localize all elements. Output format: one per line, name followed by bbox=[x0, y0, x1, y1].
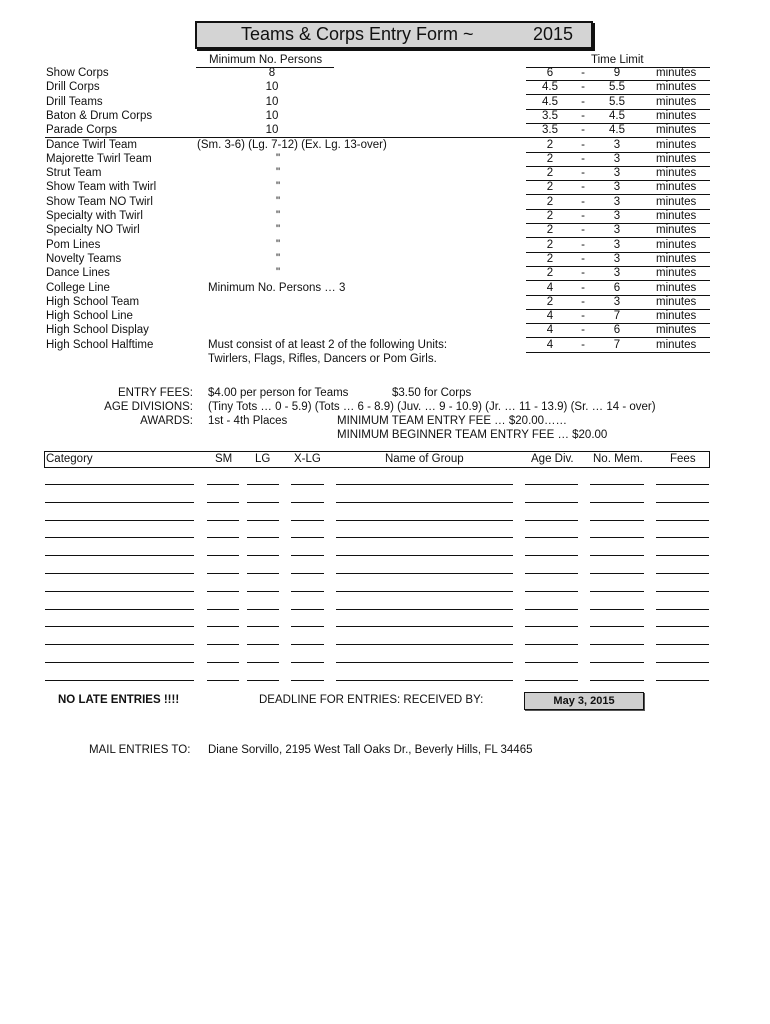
category-min-persons: " bbox=[275, 181, 281, 194]
category-name: Dance Twirl Team bbox=[46, 138, 137, 151]
halftime-units: Twirlers, Flags, Rifles, Dancers or Pom Girls. bbox=[208, 353, 437, 365]
blank-entry-line[interactable] bbox=[590, 555, 644, 556]
blank-entry-line[interactable] bbox=[291, 644, 324, 645]
blank-entry-line[interactable] bbox=[247, 609, 279, 610]
category-name: Drill Teams bbox=[46, 95, 103, 108]
col-sm: SM bbox=[215, 453, 233, 465]
category-name: High School Line bbox=[46, 310, 133, 323]
blank-entry-line[interactable] bbox=[590, 591, 644, 592]
time-limit-dash: - bbox=[581, 67, 585, 79]
col-fees: Fees bbox=[670, 453, 696, 465]
blank-entry-line[interactable] bbox=[291, 555, 324, 556]
age-divisions-label: AGE DIVISIONS: bbox=[104, 401, 193, 413]
time-limit-low: 4 bbox=[546, 281, 554, 294]
category-min-persons: " bbox=[275, 195, 281, 208]
awards-value: 1st - 4th Places bbox=[208, 415, 288, 427]
no-late-entries: NO LATE ENTRIES !!!! bbox=[58, 694, 180, 706]
time-limit-low: 2 bbox=[546, 267, 554, 280]
time-limit-unit: minutes bbox=[656, 124, 697, 137]
blank-entry-line[interactable] bbox=[336, 484, 513, 485]
time-limit-high: 6 bbox=[613, 324, 621, 337]
time-limit-high: 4.5 bbox=[609, 109, 625, 122]
time-limit-unit: minutes bbox=[656, 210, 697, 222]
time-limit-dash: - bbox=[581, 81, 585, 94]
category-min-persons: 10 bbox=[265, 81, 279, 94]
col-xlg: X-LG bbox=[294, 453, 321, 465]
category-min-persons: " bbox=[275, 224, 281, 237]
blank-entry-line[interactable] bbox=[656, 520, 709, 521]
category-name: Strut Team bbox=[46, 167, 102, 180]
time-limit-dash: - bbox=[581, 210, 585, 222]
time-limit-low: 2 bbox=[546, 295, 554, 308]
blank-entry-line[interactable] bbox=[207, 626, 239, 627]
category-min-persons: " bbox=[275, 167, 281, 180]
blank-entry-line[interactable] bbox=[656, 591, 709, 592]
blank-entry-line[interactable] bbox=[525, 626, 578, 627]
time-limit-low: 3.5 bbox=[542, 124, 558, 137]
entry-fees-teams: $4.00 per person for Teams bbox=[208, 387, 349, 399]
blank-entry-line[interactable] bbox=[45, 591, 194, 592]
time-limit-dash: - bbox=[581, 267, 585, 280]
time-limit-high: 3 bbox=[613, 295, 621, 308]
time-limit-unit: minutes bbox=[656, 109, 697, 122]
time-limit-high: 3 bbox=[613, 238, 621, 251]
blank-entry-line[interactable] bbox=[207, 680, 239, 681]
category-min-persons: " bbox=[275, 152, 281, 165]
blank-entry-line[interactable] bbox=[656, 555, 709, 556]
time-limit-unit: minutes bbox=[656, 195, 697, 208]
time-limit-unit: minutes bbox=[656, 295, 697, 308]
time-limit-unit: minutes bbox=[656, 138, 697, 151]
time-limit-low: 4 bbox=[546, 338, 554, 351]
blank-entry-line[interactable] bbox=[336, 644, 513, 645]
blank-entry-line[interactable] bbox=[45, 555, 194, 556]
category-min-persons: Must consist of at least 2 of the following Units: bbox=[208, 338, 448, 351]
time-limit-high: 3 bbox=[613, 210, 621, 222]
category-min-persons: " bbox=[275, 267, 281, 280]
category-name: Show Team NO Twirl bbox=[46, 195, 153, 208]
form-year: 2015 bbox=[533, 24, 574, 44]
category-min-persons: " bbox=[275, 252, 281, 265]
blank-entry-line[interactable] bbox=[291, 609, 324, 610]
time-limit-high: 7 bbox=[613, 310, 621, 323]
time-limit-low: 2 bbox=[546, 252, 554, 265]
time-limit-unit: minutes bbox=[656, 224, 697, 237]
blank-entry-line[interactable] bbox=[247, 484, 279, 485]
blank-entry-line[interactable] bbox=[590, 573, 644, 574]
time-limit-low: 6 bbox=[546, 67, 554, 79]
blank-entry-line[interactable] bbox=[207, 520, 239, 521]
category-name: Parade Corps bbox=[46, 124, 117, 137]
blank-entry-line[interactable] bbox=[336, 662, 513, 663]
blank-entry-line[interactable] bbox=[590, 520, 644, 521]
blank-entry-line[interactable] bbox=[590, 484, 644, 485]
time-limit-low: 4.5 bbox=[542, 81, 558, 94]
blank-entry-line[interactable] bbox=[45, 609, 194, 610]
mail-entries-label: MAIL ENTRIES TO: bbox=[89, 744, 191, 756]
blank-entry-line[interactable] bbox=[207, 609, 239, 610]
blank-entry-line[interactable] bbox=[656, 573, 709, 574]
blank-entry-line[interactable] bbox=[247, 555, 279, 556]
time-limit-low: 2 bbox=[546, 195, 554, 208]
blank-entry-line[interactable] bbox=[590, 644, 644, 645]
blank-entry-line[interactable] bbox=[207, 591, 239, 592]
entry-form-header bbox=[44, 451, 710, 468]
col-lg: LG bbox=[255, 453, 271, 465]
blank-entry-line[interactable] bbox=[45, 484, 194, 485]
category-name: High School Halftime bbox=[46, 338, 154, 351]
blank-entry-line[interactable] bbox=[247, 537, 279, 538]
category-min-persons: 10 bbox=[265, 109, 279, 122]
blank-entry-line[interactable] bbox=[247, 644, 279, 645]
time-limit-unit: minutes bbox=[656, 310, 697, 323]
time-limit-dash: - bbox=[581, 224, 585, 237]
time-limit-unit: minutes bbox=[656, 167, 697, 180]
blank-entry-line[interactable] bbox=[525, 609, 578, 610]
blank-entry-line[interactable] bbox=[590, 680, 644, 681]
time-limit-dash: - bbox=[581, 181, 585, 194]
time-limit-dash: - bbox=[581, 95, 585, 108]
time-limit-high: 5.5 bbox=[609, 95, 625, 108]
blank-entry-line[interactable] bbox=[590, 662, 644, 663]
time-limit-low: 2 bbox=[546, 224, 554, 237]
blank-entry-line[interactable] bbox=[656, 502, 709, 503]
blank-entry-line[interactable] bbox=[525, 502, 578, 503]
blank-entry-line[interactable] bbox=[590, 626, 644, 627]
time-limit-dash: - bbox=[581, 238, 585, 251]
blank-entry-line[interactable] bbox=[336, 573, 513, 574]
blank-entry-line[interactable] bbox=[525, 644, 578, 645]
time-limit-low: 2 bbox=[546, 138, 554, 151]
time-limit-dash: - bbox=[581, 167, 585, 180]
time-limit-high: 6 bbox=[613, 281, 621, 294]
time-limit-dash: - bbox=[581, 195, 585, 208]
category-min-persons: 8 bbox=[268, 67, 276, 79]
blank-entry-line[interactable] bbox=[247, 626, 279, 627]
title-box bbox=[195, 21, 593, 49]
blank-entry-line[interactable] bbox=[656, 609, 709, 610]
time-limit-unit: minutes bbox=[656, 267, 697, 280]
category-name: Dance Lines bbox=[46, 267, 110, 280]
blank-entry-line[interactable] bbox=[336, 537, 513, 538]
time-limit-high: 3 bbox=[613, 167, 621, 180]
time-limit-high: 9 bbox=[613, 67, 621, 79]
time-limit-low: 4 bbox=[546, 310, 554, 323]
category-name: Specialty NO Twirl bbox=[46, 224, 140, 237]
time-limit-unit: minutes bbox=[656, 81, 697, 94]
blank-entry-line[interactable] bbox=[45, 573, 194, 574]
blank-entry-line[interactable] bbox=[291, 573, 324, 574]
time-limit-dash: - bbox=[581, 152, 585, 165]
time-limit-rule bbox=[526, 352, 710, 353]
blank-entry-line[interactable] bbox=[656, 484, 709, 485]
time-limit-dash: - bbox=[581, 295, 585, 308]
blank-entry-line[interactable] bbox=[525, 484, 578, 485]
blank-entry-line[interactable] bbox=[45, 680, 194, 681]
time-limit-low: 2 bbox=[546, 238, 554, 251]
form-title: Teams & Corps Entry Form ~ bbox=[241, 24, 474, 44]
col-category: Category bbox=[46, 453, 93, 465]
category-name: Pom Lines bbox=[46, 238, 101, 251]
time-limit-unit: minutes bbox=[656, 281, 697, 294]
category-name: Novelty Teams bbox=[46, 252, 122, 265]
time-limit-high: 3 bbox=[613, 181, 621, 194]
category-name: College Line bbox=[46, 281, 110, 294]
blank-entry-line[interactable] bbox=[291, 520, 324, 521]
blank-entry-line[interactable] bbox=[45, 644, 194, 645]
blank-entry-line[interactable] bbox=[291, 591, 324, 592]
blank-entry-line[interactable] bbox=[291, 537, 324, 538]
category-min-persons: (Sm. 3-6) (Lg. 7-12) (Ex. Lg. 13-over) bbox=[197, 138, 387, 151]
time-limit-unit: minutes bbox=[656, 252, 697, 265]
blank-entry-line[interactable] bbox=[525, 662, 578, 663]
col-name-of-group: Name of Group bbox=[385, 453, 464, 465]
blank-entry-line[interactable] bbox=[656, 537, 709, 538]
time-limit-high: 5.5 bbox=[609, 81, 625, 94]
deadline-label: DEADLINE FOR ENTRIES: RECEIVED BY: bbox=[259, 694, 484, 706]
entry-fees-label: ENTRY FEES: bbox=[118, 387, 193, 399]
time-limit-unit: minutes bbox=[656, 338, 697, 351]
col-no-mem: No. Mem. bbox=[593, 453, 643, 465]
time-limit-high: 4.5 bbox=[609, 124, 625, 137]
time-limit-low: 2 bbox=[546, 210, 554, 222]
time-limit-unit: minutes bbox=[656, 238, 697, 251]
time-limit-dash: - bbox=[581, 252, 585, 265]
min-persons-header: Minimum No. Persons bbox=[209, 54, 323, 66]
category-name: Majorette Twirl Team bbox=[46, 152, 152, 165]
blank-entry-line[interactable] bbox=[207, 573, 239, 574]
blank-entry-line[interactable] bbox=[590, 502, 644, 503]
col-age-div: Age Div. bbox=[531, 453, 574, 465]
time-limit-high: 7 bbox=[613, 338, 621, 351]
blank-entry-line[interactable] bbox=[590, 609, 644, 610]
time-limit-unit: minutes bbox=[656, 181, 697, 194]
time-limit-low: 4 bbox=[546, 324, 554, 337]
time-limit-dash: - bbox=[581, 124, 585, 137]
time-limit-dash: - bbox=[581, 281, 585, 294]
blank-entry-line[interactable] bbox=[45, 502, 194, 503]
time-limit-high: 3 bbox=[613, 138, 621, 151]
blank-entry-line[interactable] bbox=[336, 591, 513, 592]
blank-entry-line[interactable] bbox=[247, 591, 279, 592]
blank-entry-line[interactable] bbox=[656, 680, 709, 681]
category-name: High School Team bbox=[46, 295, 140, 308]
blank-entry-line[interactable] bbox=[247, 520, 279, 521]
blank-entry-line[interactable] bbox=[525, 573, 578, 574]
category-min-persons: 10 bbox=[265, 95, 279, 108]
time-limit-dash: - bbox=[581, 324, 585, 337]
blank-entry-line[interactable] bbox=[247, 573, 279, 574]
mail-address: Diane Sorvillo, 2195 West Tall Oaks Dr., Beverly Hills, FL 34465 bbox=[208, 744, 533, 756]
blank-entry-line[interactable] bbox=[291, 680, 324, 681]
blank-entry-line[interactable] bbox=[656, 644, 709, 645]
min-beginner-fee: MINIMUM BEGINNER TEAM ENTRY FEE … $20.00 bbox=[337, 429, 608, 441]
blank-entry-line[interactable] bbox=[525, 680, 578, 681]
blank-entry-line[interactable] bbox=[45, 537, 194, 538]
time-limit-header: Time Limit bbox=[591, 54, 644, 66]
section-divider bbox=[45, 137, 710, 138]
time-limit-dash: - bbox=[581, 109, 585, 122]
blank-entry-line[interactable] bbox=[525, 537, 578, 538]
time-limit-low: 2 bbox=[546, 152, 554, 165]
entry-fees-corps: $3.50 for Corps bbox=[392, 387, 472, 399]
blank-entry-line[interactable] bbox=[207, 644, 239, 645]
category-name: Drill Corps bbox=[46, 81, 100, 94]
min-team-fee: MINIMUM TEAM ENTRY FEE … $20.00…… bbox=[337, 415, 568, 427]
deadline-date: May 3, 2015 bbox=[524, 692, 644, 710]
time-limit-dash: - bbox=[581, 138, 585, 151]
time-limit-unit: minutes bbox=[656, 324, 697, 337]
blank-entry-line[interactable] bbox=[291, 484, 324, 485]
time-limit-low: 2 bbox=[546, 181, 554, 194]
blank-entry-line[interactable] bbox=[291, 626, 324, 627]
awards-label: AWARDS: bbox=[140, 415, 193, 427]
category-name: Show Corps bbox=[46, 67, 109, 79]
category-min-persons: " bbox=[275, 210, 281, 222]
time-limit-low: 4.5 bbox=[542, 95, 558, 108]
blank-entry-line[interactable] bbox=[207, 662, 239, 663]
blank-entry-line[interactable] bbox=[247, 680, 279, 681]
blank-entry-line[interactable] bbox=[207, 484, 239, 485]
time-limit-high: 3 bbox=[613, 152, 621, 165]
blank-entry-line[interactable] bbox=[525, 520, 578, 521]
time-limit-low: 3.5 bbox=[542, 109, 558, 122]
blank-entry-line[interactable] bbox=[336, 520, 513, 521]
blank-entry-line[interactable] bbox=[247, 662, 279, 663]
blank-entry-line[interactable] bbox=[336, 555, 513, 556]
blank-entry-line[interactable] bbox=[656, 626, 709, 627]
time-limit-high: 3 bbox=[613, 267, 621, 280]
blank-entry-line[interactable] bbox=[590, 537, 644, 538]
blank-entry-line[interactable] bbox=[207, 555, 239, 556]
blank-entry-line[interactable] bbox=[45, 662, 194, 663]
blank-entry-line[interactable] bbox=[336, 626, 513, 627]
blank-entry-line[interactable] bbox=[207, 502, 239, 503]
category-name: Specialty with Twirl bbox=[46, 210, 143, 222]
blank-entry-line[interactable] bbox=[336, 680, 513, 681]
category-min-persons: Minimum No. Persons … 3 bbox=[208, 281, 346, 294]
time-limit-low: 2 bbox=[546, 167, 554, 180]
time-limit-high: 3 bbox=[613, 224, 621, 237]
time-limit-unit: minutes bbox=[656, 95, 697, 108]
category-name: Baton & Drum Corps bbox=[46, 109, 153, 122]
blank-entry-line[interactable] bbox=[291, 662, 324, 663]
blank-entry-line[interactable] bbox=[45, 626, 194, 627]
blank-entry-line[interactable] bbox=[336, 502, 513, 503]
blank-entry-line[interactable] bbox=[45, 520, 194, 521]
blank-entry-line[interactable] bbox=[291, 502, 324, 503]
blank-entry-line[interactable] bbox=[525, 555, 578, 556]
time-limit-unit: minutes bbox=[656, 152, 697, 165]
blank-entry-line[interactable] bbox=[336, 609, 513, 610]
blank-entry-line[interactable] bbox=[525, 591, 578, 592]
blank-entry-line[interactable] bbox=[247, 502, 279, 503]
category-name: High School Display bbox=[46, 324, 149, 337]
blank-entry-line[interactable] bbox=[656, 662, 709, 663]
blank-entry-line[interactable] bbox=[207, 537, 239, 538]
category-name: Show Team with Twirl bbox=[46, 181, 157, 194]
time-limit-unit: minutes bbox=[656, 67, 697, 79]
age-divisions-value: (Tiny Tots … 0 - 5.9) (Tots … 6 - 8.9) (Juv. … 9 - 10.9) (Jr. … 11 - 13.9) (Sr. … 14 - over) bbox=[208, 401, 656, 413]
time-limit-dash: - bbox=[581, 310, 585, 323]
category-min-persons: " bbox=[275, 238, 281, 251]
time-limit-dash: - bbox=[581, 338, 585, 351]
category-min-persons: 10 bbox=[265, 124, 279, 137]
time-limit-high: 3 bbox=[613, 252, 621, 265]
time-limit-high: 3 bbox=[613, 195, 621, 208]
